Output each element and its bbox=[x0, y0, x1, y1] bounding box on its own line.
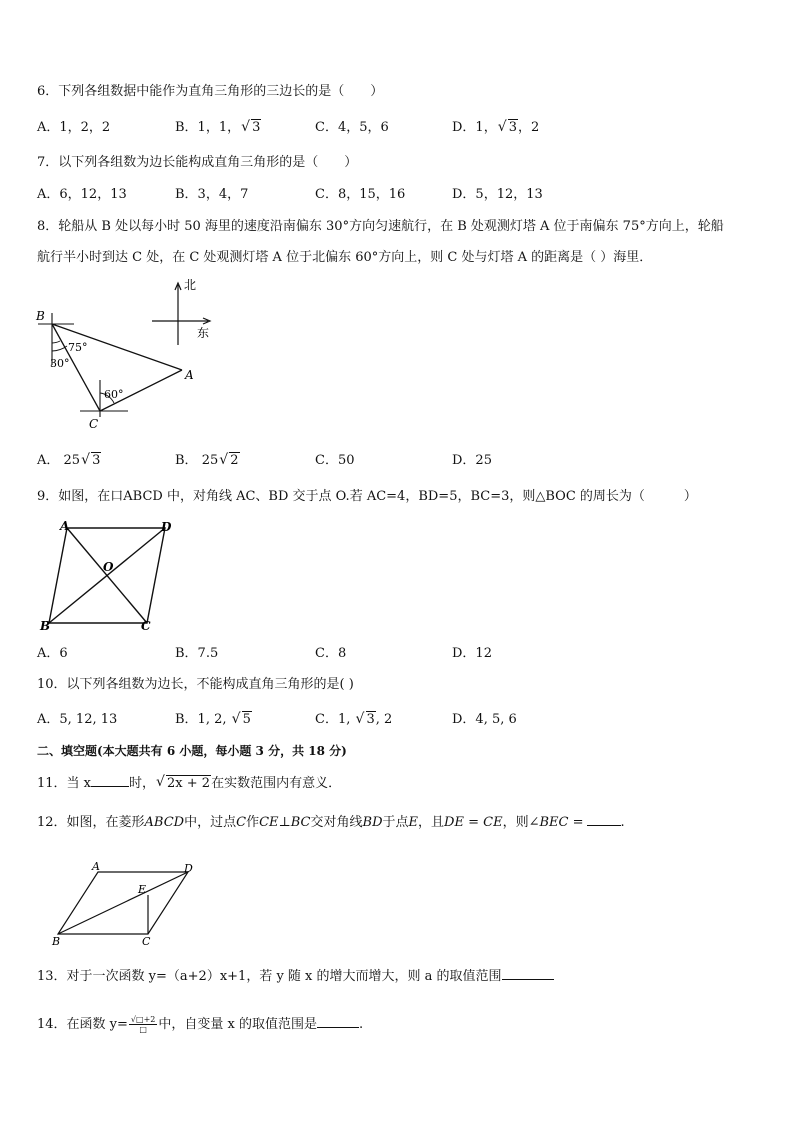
answer-blank[interactable] bbox=[91, 774, 129, 787]
option-c: C．50 bbox=[315, 453, 355, 468]
answer-blank[interactable] bbox=[317, 1015, 359, 1028]
point-o-label: O bbox=[103, 560, 114, 574]
point-d-label: D bbox=[161, 520, 172, 534]
option-c: C．1, √ 3, 2 bbox=[315, 711, 392, 729]
question-13: 13．对于一次函数 y=（a+2）x+1，若 y 随 x 的增大而增大，则 a 的取值范围 bbox=[37, 967, 554, 985]
point-a-label: A bbox=[92, 862, 100, 873]
answer-blank[interactable] bbox=[502, 967, 554, 980]
question-8-options bbox=[37, 452, 757, 470]
angle-60-label: 60° bbox=[104, 388, 124, 401]
question-12: 12．如图，在菱形ABCD中，过点C作CE⊥BC交对角线BD于点E，且DE = CE，则∠BEC = . bbox=[37, 815, 625, 830]
option-b: B．1，1，√ 3 bbox=[175, 119, 261, 137]
option-d: D．1，√ 3，2 bbox=[452, 119, 539, 137]
question-9-figure bbox=[35, 518, 185, 633]
point-c-label: C bbox=[89, 417, 99, 431]
rhombus-abcd bbox=[58, 872, 188, 934]
question-7-options bbox=[37, 186, 757, 204]
option-d: D．5，12，13 bbox=[452, 187, 543, 202]
point-a-label: A bbox=[185, 368, 194, 382]
option-b: B．1, 2, √ 5 bbox=[175, 711, 252, 729]
question-8-figure bbox=[30, 275, 220, 435]
option-c: C．8，15，16 bbox=[315, 187, 406, 202]
question-11: 11．当 x 时，√ 2x + 2在实数范围内有意义． bbox=[37, 774, 341, 792]
question-14: 14．在函数 y= $\frac{√□+2}{□}$ 中，自变量 x 的取值范围是 . bbox=[37, 1015, 364, 1034]
option-b: B．7.5 bbox=[175, 646, 219, 661]
option-c: C．8 bbox=[315, 646, 347, 661]
point-b-label: B bbox=[52, 935, 61, 947]
parallelogram-abcd bbox=[49, 528, 165, 623]
point-b-label: B bbox=[36, 309, 45, 323]
question-8-line-2: 航行半小时到达 C 处，在 C 处观测灯塔 A 位于北偏东 60°方向上，则 C 处与灯塔 A 的距离是（ ）海里． bbox=[37, 250, 653, 265]
question-8-line-1: 8．轮船从 B 处以每小时 50 海里的速度沿南偏东 30°方向匀速航行，在 B 处观测灯塔 A 位于南偏东 75°方向上，轮船 bbox=[37, 219, 724, 234]
point-d-label: D bbox=[184, 862, 193, 875]
answer-blank[interactable] bbox=[587, 813, 621, 826]
angle-30-label: 30° bbox=[50, 357, 70, 370]
section-2-title: 二、填空题(本大题共有 6 小题，每小题 3 分，共 18 分) bbox=[37, 744, 347, 758]
fraction: $\frac{√□+2}{□}$ bbox=[130, 1015, 156, 1034]
option-d: D．25 bbox=[452, 453, 492, 468]
option-b: B． 25√ 2 bbox=[175, 452, 240, 470]
point-c-label: C bbox=[142, 935, 151, 947]
option-d: D．4, 5, 6 bbox=[452, 712, 517, 727]
question-10-options bbox=[37, 711, 757, 729]
question-6-options bbox=[37, 119, 757, 137]
point-b-label: B bbox=[40, 619, 51, 633]
east-label: 东 bbox=[197, 326, 210, 340]
option-c: C．4，5，6 bbox=[315, 120, 389, 135]
question-9-options bbox=[37, 645, 757, 663]
option-a: A．6 bbox=[37, 646, 68, 661]
option-a: A．5, 12, 13 bbox=[37, 712, 118, 727]
question-10: 10．以下列各组数为边长，不能构成直角三角形的是( ) bbox=[37, 677, 354, 692]
option-a: A． 25√ 3 bbox=[37, 452, 101, 470]
option-a: A．1，2，2 bbox=[37, 120, 111, 135]
question-12-figure bbox=[48, 862, 203, 947]
option-b: B．3，4，7 bbox=[175, 187, 249, 202]
point-e-label: E bbox=[138, 883, 147, 896]
point-a-label: A bbox=[60, 519, 70, 533]
question-6: 6．下列各组数据中能作为直角三角形的三边长的是（ ） bbox=[37, 84, 384, 99]
option-a: A．6，12，13 bbox=[37, 187, 127, 202]
north-label: 北 bbox=[184, 278, 197, 292]
point-c-label: C bbox=[141, 619, 151, 633]
question-9: 9．如图，在口ABCD 中，对角线 AC、BD 交于点 O.若 AC=4，BD=5，BC=3，则△BOC 的周长为（ ） bbox=[37, 489, 697, 504]
question-7: 7．以下列各组数为边长能构成直角三角形的是（ ） bbox=[37, 155, 358, 170]
option-d: D．12 bbox=[452, 646, 492, 661]
angle-75-label: 75° bbox=[68, 341, 88, 354]
